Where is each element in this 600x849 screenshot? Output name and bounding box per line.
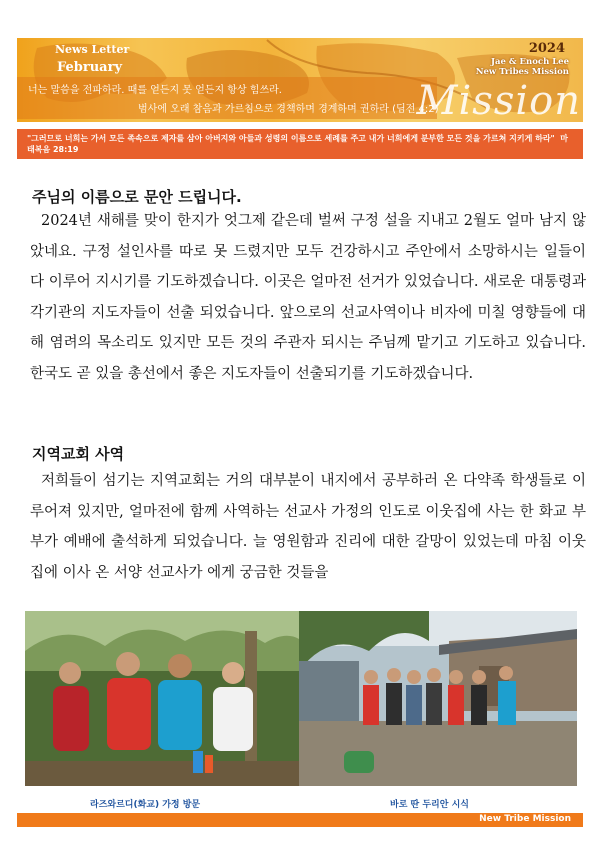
- footer-bar: [17, 813, 583, 827]
- missionary-names: [476, 57, 569, 77]
- quote-reference: 마태복음 28:19: [27, 134, 569, 154]
- photo-caption-durian: 바로 딴 두리안 시식: [390, 800, 469, 810]
- org-line: New Tribes Mission: [475, 67, 569, 77]
- family-visit-illustration: [25, 611, 299, 786]
- header-verse-line1: 너는 말씀을 전파하라. 때를 얻든지 못 얻든지 항상 힘쓰라.: [28, 85, 282, 96]
- photo-caption-family-visit: 라즈와르디(화교) 가정 방문: [90, 800, 201, 810]
- section-body-local-church: 저희들이 섬기는 지역교회는 거의 대부분이 내지에서 공부하러 온 다약족 학생들로 이루어져 있지만, 얼마전에 함께 사역하는 선교사 가정의 인도로 이웃집에 사는 한 화교 부부가 예배에 출석하게 되었습니다. 늘 영원함과 진리에 대한 갈망이 있었는데 마침 이웃집에 이사 온 서양 선교사가 에게 궁금한 것들을: [30, 473, 586, 581]
- newsletter-month: February: [57, 60, 123, 75]
- names-line: Jae & Enoch Lee: [491, 57, 569, 67]
- section-body-greeting: 2024년 새해를 맞이 한지가 엇그제 같은데 벌써 구정 설을 지내고 2월도 얼마 남지 않았네요. 구정 설인사를 따로 못 드렸지만 모두 건강하시고 주안에서 소망하시는 일들이 다 이루어 지시기를 기도하겠습니다. 이곳은 얼마전 선거가 있었습니다. 새로운 대통령과 각기관의 지도자들이 선출 되었습니다. 앞으로의 선교사역이나 비자에 미칠 영향들에 대해 염려의 목소리도 있지만 모든 것의 주관자 되시는 주님께 맡기고 기도하고 있습니다. 한국도 곧 있을 총선에서 좋은 지도자들이 선출되기를 기도하겠습니다.: [30, 213, 586, 382]
- newsletter-year: 2024: [528, 41, 565, 56]
- mission-banner-word: Mission: [416, 78, 581, 122]
- header-banner: [17, 38, 583, 122]
- quote-text: "그러므로 너희는 가서 모든 족속으로 제자를 삼아 아버지와 아들과 성령의 이름으로 세례를 주고 내가 너희에게 분부한 모든 것을 가르쳐 지키게 하라": [27, 134, 555, 143]
- footer-text: New Tribe Mission: [479, 814, 571, 824]
- header-verse-line2: 범사에 오래 참음과 가르침으로 경책하며 경계하며 권하라 (딤전 4:2): [138, 104, 439, 115]
- section-heading-greeting: 주님의 이름으로 문안 드립니다.: [32, 188, 242, 206]
- scripture-quote: [27, 133, 575, 155]
- durian-tasting-photo: [299, 611, 577, 786]
- family-visit-photo: [25, 611, 299, 786]
- newsletter-label: News Letter: [55, 43, 130, 56]
- section-heading-local-church: 지역교회 사역: [32, 445, 125, 463]
- scripture-quote-bar: [17, 129, 583, 159]
- durian-tasting-illustration: [299, 611, 577, 786]
